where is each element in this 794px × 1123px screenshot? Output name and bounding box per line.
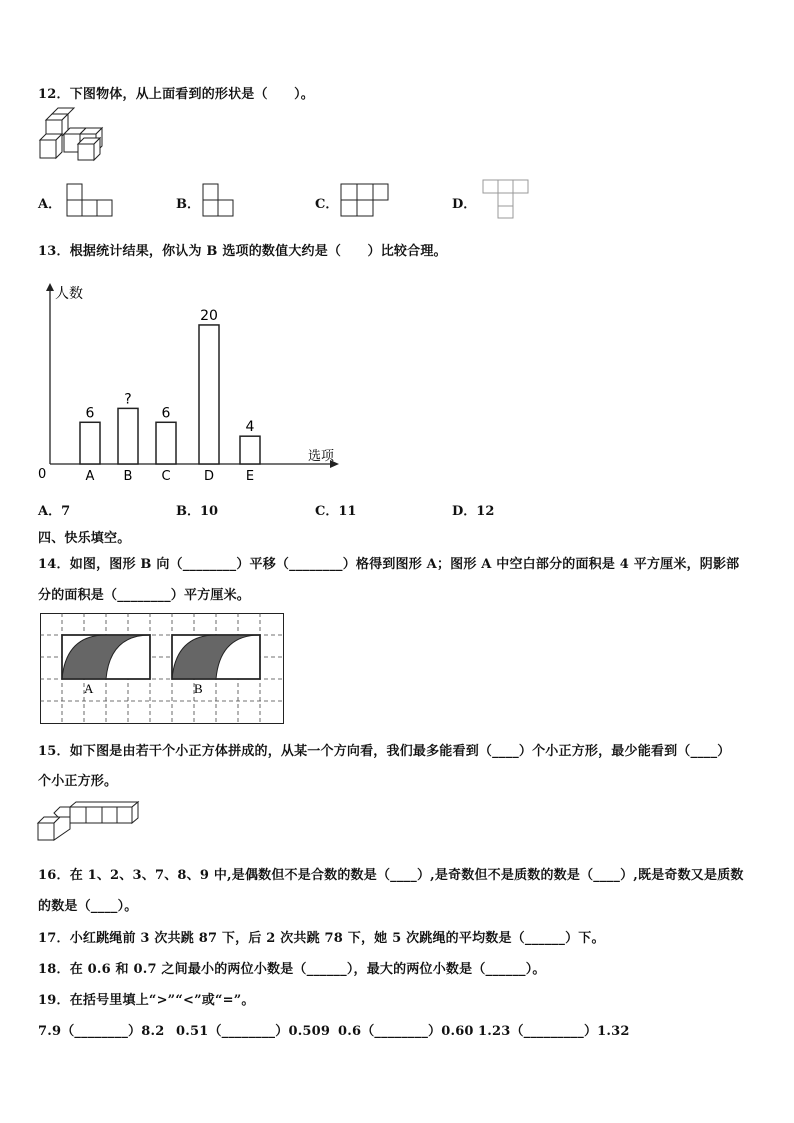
q15-cube-row-figure <box>36 801 142 843</box>
q12-option-a[interactable]: A． <box>38 197 62 212</box>
q13-option-b[interactable]: B．10 <box>176 504 219 519</box>
q12-text: 12．下图物体，从上面看到的形状是（ ）。 <box>38 87 314 102</box>
figure-b-label: B <box>194 681 203 696</box>
bar-value-label: ? <box>124 391 132 408</box>
x-axis-label: 选项 <box>308 449 335 464</box>
q12-option-c[interactable]: C． <box>315 197 339 212</box>
q15-text-line2: 个小正方形。 <box>38 774 118 789</box>
category-tick-label: A <box>85 469 95 484</box>
q12-option-d[interactable]: D． <box>452 197 477 212</box>
bar-value-label: 4 <box>245 419 255 436</box>
q13-option-c[interactable]: C．11 <box>315 504 357 519</box>
q13-option-a[interactable]: A．7 <box>38 504 71 519</box>
q13-bar-chart <box>30 278 350 488</box>
q14-grid-figure <box>40 613 286 725</box>
bar-a <box>80 422 100 464</box>
q19-item-2: 0.51（________）0.509 <box>176 1024 331 1039</box>
bar-value-label: 6 <box>161 405 171 422</box>
q14-text-line1: 14．如图，图形 B 向（________）平移（________）格得到图形 A；图形 A 中空白部分的面积是 4 平方厘米，阴影部 <box>38 557 740 572</box>
q12-cube-figure <box>38 110 110 164</box>
q18-text: 18．在 0.6 和 0.7 之间最小的两位小数是（______），最大的两位小数是（______）。 <box>38 962 546 977</box>
q12-option-d-shape <box>482 179 532 219</box>
section-4-title: 四、快乐填空。 <box>38 531 131 546</box>
q13-text: 13．根据统计结果，你认为 B 选项的数值大约是（ ）比较合理。 <box>38 244 447 259</box>
bar-value-label: 6 <box>85 405 95 422</box>
bar-b <box>118 408 138 464</box>
q16-text-line1: 16．在 1、2、3、7、8、9 中,是偶数但不是合数的数是（____）,是奇数但不是质数的数是（____）,既是奇数又是质数 <box>38 868 744 883</box>
q14-text-line2: 分的面积是（________）平方厘米。 <box>38 588 251 603</box>
q19-item-4: 1.23（_________）1.32 <box>478 1024 630 1039</box>
figure-a-label: A <box>84 681 94 696</box>
q19-text: 19．在括号里填上“>”“<”或“=”。 <box>38 993 255 1008</box>
category-tick-label: C <box>161 469 171 484</box>
category-tick-label: E <box>245 469 255 484</box>
y-axis-arrow <box>46 283 54 291</box>
q16-text-line2: 的数是（____）。 <box>38 899 138 914</box>
q12-option-c-shape <box>340 183 390 217</box>
bar-c <box>156 422 176 464</box>
bar-value-label: 20 <box>200 307 218 324</box>
y-axis-label: 人数 <box>55 286 83 302</box>
q12-option-b-shape <box>202 183 236 217</box>
bar-d <box>199 325 219 464</box>
origin-label: 0 <box>38 467 47 482</box>
bar-e <box>240 436 260 464</box>
q19-item-3: 0.6（________）0.60 <box>338 1024 474 1039</box>
q17-text: 17．小红跳绳前 3 次共跳 87 下，后 2 次共跳 78 下，她 5 次跳绳的平均数是（______）下。 <box>38 931 605 946</box>
q15-text-line1: 15．如下图是由若干个小正方体拼成的，从某一个方向看，我们最多能看到（____）个小正方形，最少能看到（____） <box>38 744 731 759</box>
q12-option-a-shape <box>66 183 114 217</box>
category-tick-label: D <box>203 469 215 484</box>
q12-option-b[interactable]: B． <box>176 197 200 212</box>
category-tick-label: B <box>123 469 133 484</box>
q13-option-d[interactable]: D．12 <box>452 504 495 519</box>
q19-item-1: 7.9（________）8.2 <box>38 1024 165 1039</box>
